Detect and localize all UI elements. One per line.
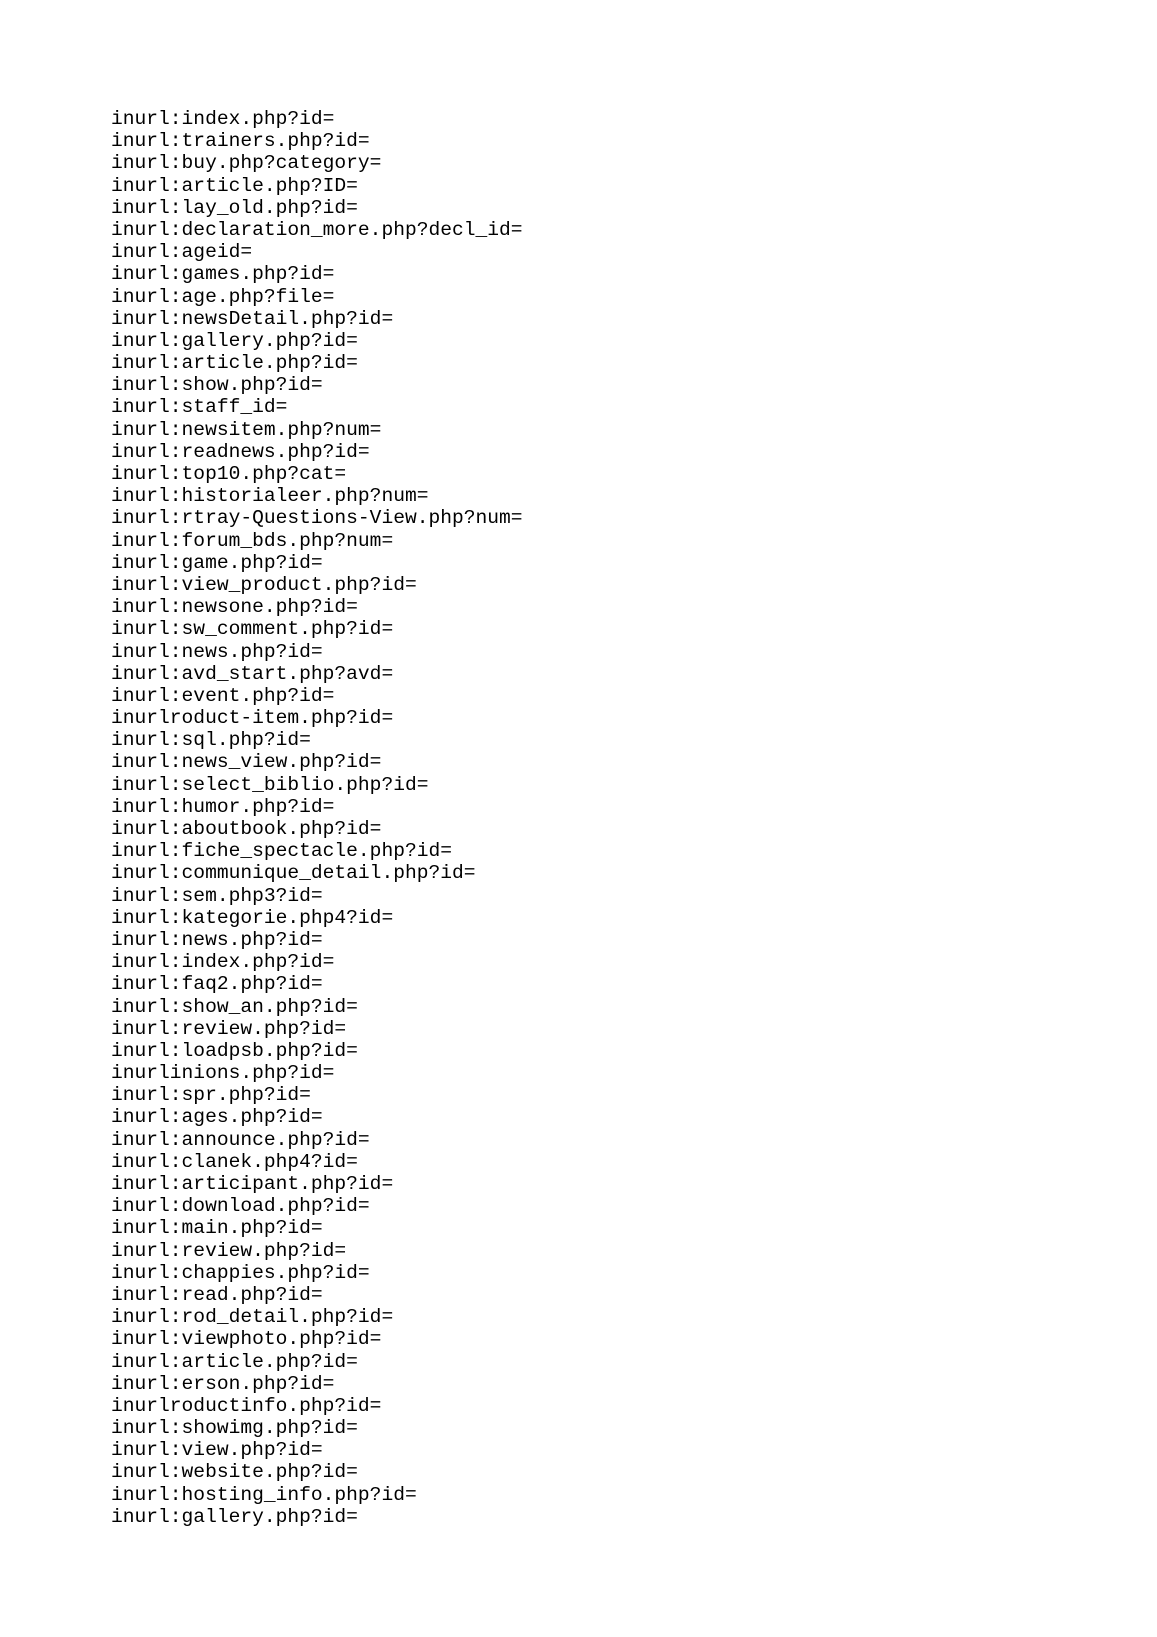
text-line: inurl:news.php?id= — [111, 928, 323, 951]
text-line: inurl:view.php?id= — [111, 1439, 323, 1462]
text-line: inurl:trainers.php?id= — [111, 130, 370, 153]
text-line: inurl:kategorie.php4?id= — [111, 906, 394, 929]
text-line: inurl:clanek.php4?id= — [111, 1150, 358, 1173]
text-line: inurl:chappies.php?id= — [111, 1261, 370, 1284]
text-line: inurl:readnews.php?id= — [111, 440, 370, 463]
text-line: inurlroduct-item.php?id= — [111, 707, 394, 730]
text-line: inurl:historialeer.php?num= — [111, 485, 429, 508]
text-line: inurl:gallery.php?id= — [111, 1505, 358, 1528]
text-line: inurl:erson.php?id= — [111, 1372, 335, 1395]
text-line: inurl:news_view.php?id= — [111, 751, 382, 774]
text-line-list — [111, 108, 523, 1528]
text-line: inurl:review.php?id= — [111, 1239, 347, 1262]
text-line: inurl:article.php?ID= — [111, 174, 358, 197]
text-line: inurl:avd_start.php?avd= — [111, 662, 394, 685]
text-line: inurl:announce.php?id= — [111, 1128, 370, 1151]
text-line: inurl:lay_old.php?id= — [111, 196, 358, 219]
text-line: inurl:top10.php?cat= — [111, 463, 347, 485]
text-line: inurl:index.php?id= — [111, 108, 335, 130]
text-line: inurl:fiche_spectacle.php?id= — [111, 840, 452, 863]
text-line: inurl:view_product.php?id= — [111, 573, 417, 596]
text-line: inurl:rod_detail.php?id= — [111, 1306, 394, 1329]
text-line: inurl:declaration_more.php?decl_id= — [111, 218, 523, 241]
text-line: inurl:sem.php3?id= — [111, 884, 323, 907]
text-line: inurl:staff_id= — [111, 396, 288, 419]
text-line: inurl:newsone.php?id= — [111, 596, 358, 619]
text-line: inurl:hosting_info.php?id= — [111, 1483, 417, 1506]
text-line: inurl:newsDetail.php?id= — [111, 307, 394, 330]
text-line: inurl:ages.php?id= — [111, 1106, 323, 1129]
text-line: inurl:articipant.php?id= — [111, 1173, 394, 1195]
text-line: inurl:age.php?file= — [111, 285, 335, 308]
text-line: inurl:viewphoto.php?id= — [111, 1328, 382, 1351]
text-line: inurl:ageid= — [111, 241, 253, 264]
text-line: inurl:sw_comment.php?id= — [111, 618, 394, 641]
text-line: inurl:show.php?id= — [111, 374, 323, 397]
text-line: inurl:showimg.php?id= — [111, 1417, 358, 1440]
text-line: inurl:spr.php?id= — [111, 1084, 311, 1107]
text-line: inurl:humor.php?id= — [111, 795, 335, 818]
text-line: inurl:buy.php?category= — [111, 152, 382, 175]
text-line: inurl:newsitem.php?num= — [111, 418, 382, 441]
text-line: inurl:website.php?id= — [111, 1461, 358, 1484]
text-line: inurlroductinfo.php?id= — [111, 1394, 382, 1417]
text-line: inurl:select_biblio.php?id= — [111, 773, 429, 796]
text-line: inurl:loadpsb.php?id= — [111, 1039, 358, 1062]
text-line: inurl:review.php?id= — [111, 1017, 347, 1040]
text-line: inurl:article.php?id= — [111, 1350, 358, 1373]
text-line: inurlinions.php?id= — [111, 1062, 335, 1085]
text-line: inurl:communique_detail.php?id= — [111, 862, 476, 885]
text-line: inurl:game.php?id= — [111, 551, 323, 574]
text-line: inurl:event.php?id= — [111, 684, 335, 707]
text-line: inurl:rtray-Questions-View.php?num= — [111, 507, 523, 530]
text-line: inurl:gallery.php?id= — [111, 329, 358, 352]
text-line: inurl:news.php?id= — [111, 640, 323, 663]
text-line: inurl:aboutbook.php?id= — [111, 818, 382, 840]
text-line: inurl:faq2.php?id= — [111, 973, 323, 996]
text-line: inurl:index.php?id= — [111, 951, 335, 974]
text-line: inurl:forum_bds.php?num= — [111, 529, 394, 552]
text-line: inurl:show_an.php?id= — [111, 995, 358, 1018]
text-line: inurl:download.php?id= — [111, 1195, 370, 1218]
text-line: inurl:sql.php?id= — [111, 729, 311, 752]
text-line: inurl:article.php?id= — [111, 352, 358, 375]
text-line: inurl:main.php?id= — [111, 1217, 323, 1240]
text-line: inurl:read.php?id= — [111, 1283, 323, 1306]
text-line: inurl:games.php?id= — [111, 263, 335, 286]
